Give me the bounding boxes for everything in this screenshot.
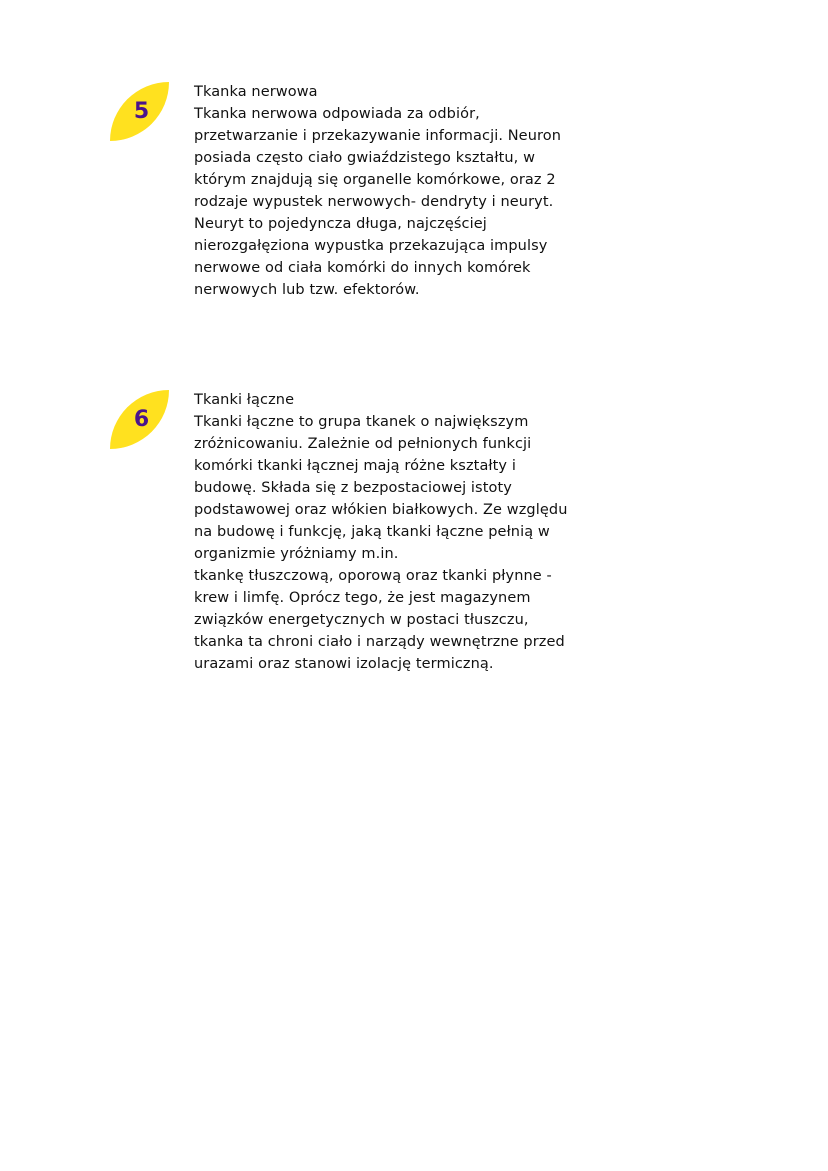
section-number: 6	[133, 407, 150, 432]
paragraph-line: budowę. Składa się z bezpostaciowej istoty	[194, 480, 512, 496]
paragraph-line: Tkanki łączne to grupa tkanek o największym	[194, 414, 529, 430]
paragraph-line: zróżnicowaniu. Zależnie od pełnionych funkcji	[194, 436, 532, 452]
paragraph-line: Tkanka nerwowa odpowiada za odbiór,	[194, 106, 480, 122]
paragraph-line: organizmie yróżniamy m.in.	[194, 546, 399, 562]
section-title: Tkanki łączne	[194, 392, 295, 408]
paragraph-line: Neuryt to pojedyncza długa, najczęściej	[194, 216, 487, 232]
section-content	[194, 81, 594, 301]
paragraph-line: na budowę i funkcję, jaką tkanki łączne pełnią w	[194, 524, 550, 540]
paragraph-line: związków energetycznych w postaci tłuszczu,	[194, 612, 529, 628]
section-number: 5	[133, 99, 150, 124]
section-content	[194, 389, 594, 675]
paragraph-line: tkanka ta chroni ciało i narządy wewnętrzne przed	[194, 634, 565, 650]
paragraph-line: podstawowej oraz włókien białkowych. Ze względu	[194, 502, 568, 518]
paragraph-line: nerwowych lub tzw. efektorów.	[194, 282, 420, 298]
paragraph-line: tkankę tłuszczową, oporową oraz tkanki płynne -	[194, 568, 552, 584]
paragraph-line: przetwarzanie i przekazywanie informacji. Neuron	[194, 128, 562, 144]
section-title: Tkanka nerwowa	[194, 84, 318, 100]
paragraph-line: którym znajdują się organelle komórkowe, oraz 2	[194, 172, 556, 188]
paragraph-line: nierozgałęziona wypustka przekazująca impulsy	[194, 238, 548, 254]
section-number-badge	[110, 82, 169, 141]
paragraph-line: krew i limfę. Oprócz tego, że jest magazynem	[194, 590, 531, 606]
section-number-badge	[110, 390, 169, 449]
paragraph-line: nerwowe od ciała komórki do innych komórek	[194, 260, 531, 276]
paragraph-line: urazami oraz stanowi izolację termiczną.	[194, 656, 494, 672]
paragraph-line: posiada często ciało gwiaździstego kształtu, w	[194, 150, 536, 166]
paragraph-line: rodzaje wypustek nerwowych- dendryty i neuryt.	[194, 194, 554, 210]
paragraph-line: komórki tkanki łącznej mają różne kształty i	[194, 458, 516, 474]
